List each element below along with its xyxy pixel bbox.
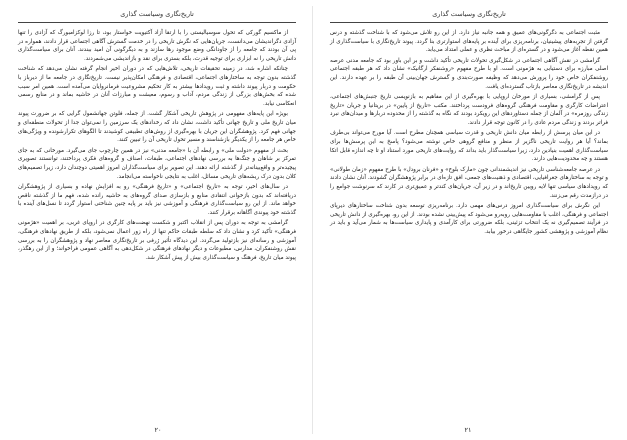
left-page-body xyxy=(18,29,296,263)
left-paragraph-2: چنانکه اشاره شد، در زمینه تحقیقات تاریخی، تلاش‌هایی که در دوران اخیر انجام گرفته نشان می‌دهد که شناخت گذشته بدون توجه به ساختارهای اجتماعی، اقتصادی و فرهنگی امکان‌پذیر نیست. تاریخ‌نگاری در جامعه ما از دیرباز با حکومت و دربار پیوند داشته و ثبت رویدادها بیشتر به کار تحکیم مشروعیت فرمانروایان می‌آمده است. همین امر سبب شده که بخش‌های بزرگی از زندگی مردم، آداب و رسوم، معیشت و مبارزات آنان در حاشیه بماند و در منابع رسمی انعکاسی نیابد. xyxy=(18,66,296,108)
right-running-head: تاریخ‌نگاری وسیاست گذاری xyxy=(330,6,608,23)
right-paragraph-4: در این میان پرسش از رابطه میان دانش تاریخی و قدرت سیاسی همچنان مطرح است. آیا مورخ می‌تواند بی‌طرف بماند؟ آیا هر روایت تاریخی ناگزیر از منظر و منافع گروهی خاص نوشته می‌شود؟ پاسخ به این پرسش‌ها برای سیاست‌گذاری اهمیت بنیادین دارد، زیرا سیاست‌گذار باید بداند که روایت‌های تاریخی مورد استناد او تا چه اندازه قابل اتکا هستند و چه محدودیت‌هایی دارند. xyxy=(330,130,608,163)
left-page xyxy=(8,0,308,440)
left-paragraph-1: از ماکسیم گورکی که تحول سوسیالیستی را با ارتقا آزاد آکتیویت خواستار بود، تا رزا لوکزامبورگ که آزادی را تنها آزادی دگراندیشان می‌دانست، جریان‌هایی که نگرش تاریخی را در خدمت گسترش آگاهی اجتماعی قرار دادند، همواره در پی آن بودند که جامعه را از جاودانگی وضع موجود رها سازند و به دیگرگونی آن امید ببندند. آنان برای سیاست‌گذاری دانش تاریخی را نه ابزاری برای توجیه قدرت، بلکه بستری برای نقد و بازاندیشی می‌شمردند. xyxy=(18,30,296,63)
right-paragraph-6: این نگرش برای سیاست‌گذاری امروز درس‌های مهمی دارد. برنامه‌ریزی توسعه بدون شناخت ساختارهای دیرپای اجتماعی و فرهنگی، اغلب با مقاومت‌هایی روبه‌رو می‌شود که پیش‌بینی نشده بودند. از این رو، بهره‌گیری از دانش تاریخی در فرآیند تصمیم‌گیری نه یک انتخاب تزئینی، بلکه ضرورتی برای کارآمدی و پایداری سیاست‌ها به شمار می‌آید و باید در نظام آموزشی و پژوهشی کشور جایگاهی درخور بیابد. xyxy=(330,202,608,235)
left-paragraph-5: در سال‌های اخیر، توجه به «تاریخ اجتماعی» و «تاریخ فرهنگی» رو به افزایش نهاده و بسیاری از پژوهشگران دریافته‌اند که بدون بازخوانی انتقادی منابع و بازسازی صدای گروه‌های به حاشیه رانده شده، فهم ما از گذشته ناقص خواهد ماند. از این رو سیاست‌گذاری فرهنگی و آموزشی نیز باید بر پایه چنین شناختی استوار گردد تا نسل‌های آینده با گذشته خود پیوندی آگاهانه برقرار کنند. xyxy=(18,183,296,217)
right-paragraph-1: مثبت اجتماعی به دگرگونی‌های عمیق و همه جانبه نیاز دارد. از این رو تلاش می‌شود که با شناخت گذشته و درس گرفتن از تجربه‌های پیشینیان، برنامه‌ریزی برای آینده بر پایه‌های استوارتری بنا گردد. پیوند تاریخ‌نگاری با سیاست‌گذاری از همین نقطه آغاز می‌شود و در گستره‌ای از مباحث نظری و عملی امتداد می‌یابد. xyxy=(330,30,608,54)
left-paragraph-4: بحث از مفهوم «دولت ملی» و رابطه آن با «جامعه مدنی» نیز در همین چارچوب جای می‌گیرد. مورخانی که به جای تمرکز بر شاهان و جنگ‌ها به بررسی نهادهای اجتماعی، طبقات، اصناف و گروه‌های فکری پرداختند، توانستند تصویری پیچیده‌تر و واقع‌بینانه‌تر از گذشته ارائه دهند. این تصویر برای سیاست‌گذاران امروز اهمیتی دوچندان دارد، زیرا تصمیم‌های کلان بدون درک ریشه‌های تاریخی مسائل، اغلب به نتایجی ناخواسته می‌انجامد. xyxy=(18,147,296,180)
right-paragraph-3: پس از گرامشی، بسیاری از مورخان اروپایی با بهره‌گیری از این مفاهیم به بازنویسی تاریخ جنبش‌های اجتماعی، اعتراضات کارگری و مقاومت فرهنگی گروه‌های فرودست پرداختند. مکتب «تاریخ از پایین» در بریتانیا و جریان «تاریخ زندگی روزمره» در آلمان از جمله دستاوردهای این رویکرد بودند که نگاه به گذشته را از محدوده دربارها و میدان‌های نبرد فراتر بردند و زندگی مردم عادی را در کانون توجه قرار دادند. xyxy=(330,93,608,127)
left-paragraph-6: گرامشی به توجه به دوران پس از انقلاب اکتبر و شکست نهضت‌های کارگری در اروپای غربی، بر اهمیت «هژمونی فرهنگی» تأکید کرد و نشان داد که سلطه طبقات حاکم تنها از راه زور اعمال نمی‌شود، بلکه از طریق نهادهای فرهنگی، آموزشی و رسانه‌ای نیز بازتولید می‌گردد. این دیدگاه تأثیر ژرفی بر تاریخ‌نگاری معاصر نهاد و پژوهشگران را به بررسی نقش روشنفکران، مدارس، مطبوعات و دیگر نهادهای فرهنگی در شکل‌دهی به آگاهی عمومی فراخواند؛ و از این رهگذر، پیوند میان تاریخ، فرهنگ و سیاست‌گذاری بیش از پیش آشکار شد. xyxy=(18,220,296,262)
page-gutter xyxy=(312,6,313,434)
right-page-number: ۲۱ xyxy=(464,426,472,434)
right-paragraph-2: گرامشی در نقش آگاهی اجتماعی در شکل‌گیری تحولات تاریخی تأکید داشت و بر این باور بود که جامعه مدنی عرصه اصلی مبارزه برای دستیابی به هژمونی است. او با طرح مفهوم «روشنفکر ارگانیک» نشان داد که هر طبقه اجتماعی روشنفکران خاص خود را پرورش می‌دهد که وظیفه صورت‌بندی و گسترش جهان‌بینی آن طبقه را بر عهده دارند. این اندیشه در تاریخ‌نگاری معاصر بازتاب گسترده‌ای یافت. xyxy=(330,57,608,90)
right-paragraph-5: در عرصه جامعه‌شناسی تاریخی نیز اندیشمندانی چون «مارک بلوخ» و «فرنان برودل» با طرح مفهوم «زمان طولانی» و توجه به ساختارهای جغرافیایی، اقتصادی و ذهنیت‌های جمعی، افق تازه‌ای در برابر پژوهشگران گشودند. آنان نشان دادند که رویدادهای سیاسی تنها لایه رویین تاریخ‌اند و در زیر آن، جریان‌های کندتر و عمیق‌تری در کارند که سرنوشت جوامع را در درازمدت رقم می‌زنند. xyxy=(330,166,608,199)
left-running-head: تاریخ‌نگاری وسیاست گذاری xyxy=(18,6,296,23)
right-page-body xyxy=(330,29,608,237)
left-page-number: ۲۰ xyxy=(154,426,162,434)
left-paragraph-3: بویژه این پایه‌های مفهومی در پژوهش تاریخی آشکار گشت. از جمله، فلوتن جهانشمول گرایی که بر ضرورت پیوند میان تاریخ ملی و تاریخ جهانی تأکید داشت، نشان داد که رخدادهای یک سرزمین را نمی‌توان جدا از تحولات منطقه‌ای و جهانی فهم کرد. پژوهشگران این جریان با بهره‌گیری از روش‌های تطبیقی کوشیدند تا الگوهای تکرارشونده و ویژگی‌های خاص هر جامعه را از یکدیگر بازشناسند و مسیر تحول تاریخی آن را تبیین کنند. xyxy=(18,111,296,144)
right-page xyxy=(318,0,618,440)
